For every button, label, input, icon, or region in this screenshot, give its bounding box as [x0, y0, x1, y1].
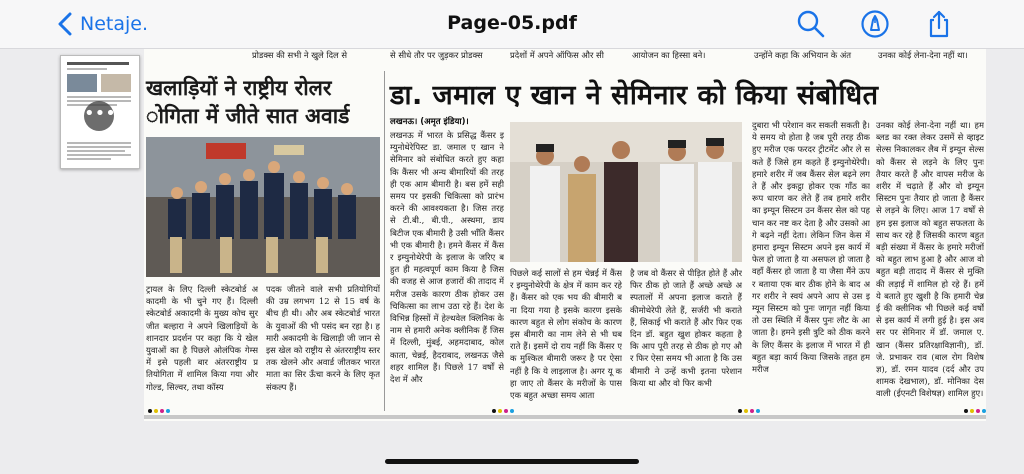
search-icon [796, 9, 826, 39]
registration-marks [964, 409, 986, 413]
column-divider [384, 71, 385, 411]
registration-marks [148, 409, 170, 413]
back-label: Netaje. [80, 13, 149, 35]
back-button[interactable] [58, 10, 148, 38]
main-article-headline: डा. जमाल ए खान ने सेमिनार को किया संबोधित [390, 80, 879, 111]
main-article-column-1: लखनऊ में भारत के प्रसिद्ध कैंसर इम्युनोथेरेपिस्ट डा. जमाल ए खान ने सेमिनार को संबोधित करते हुए कहा कि कैंसर भी अन्य बीमारियों की तरह ही एक आम बीमारी है। बस हमें सही समय पर इसकी चिकित्सा को प्रारंभ करने की आवश्यकता है। जिस तरह से टी.बी., बी.पी., अस्थमा, डायबिटीज एक बीमारी है उसी भाँति कैंसर भी एक बीमारी है। हमने कैंसर में कैंसर इम्युनोथेरेपी के इलाज के जरिए बहुत ही महत्वपूर्ण काम किया है जिसकी वजह से आज हजारों की तादाद में मरीज उसके कारण ठीक होकर उस चिकित्सा का लाभ उठा रहे हैं। देश के विभिन्न हिस्सों में हेल्थवेल क्लिनिक के नाम से हमारी अनेक क्लीनिक हैं जिसमें दिल्ली, मुंबई, अहमदाबाद, कोलकाता, चेन्नई, हैदराबाद, लखनऊ जैसे शहर शामिल हैं। पिछले 17 वर्षों से देश में और [390, 130, 504, 385]
left-article-headline-line1: खलाड़ियों ने राष्ट्रीय रोलर [146, 76, 332, 100]
search-button[interactable] [796, 9, 826, 39]
chevron-left-icon [58, 12, 72, 36]
main-article-column-5: उनका कोई लेना-देना नहीं था। हम ब्लड का रक्त लेकर उसमें से व्हाइट सेल्स निकालकर लैब में इम्यून सेल्स को कैंसर से लड़ने के लिए पुनः तैयार करते हैं और वापस मरीज के शरीर में चढ़ाते हैं और वो इम्यून सिस्टम पुनः तैयार हो जाता है कैंसर से लड़ने के लिए। आज 17 वर्षों से हम इस इलाज को बहुत सफलता के साथ कर रहे हैं जिसकी कारण बहुत बड़ी संख्या में कैंसर के हमारे मरीजों को बहुत लाभ हुआ है और आज वो बहुत बड़ी तादाद में कैंसर से मुक्ति की लड़ाई में शामिल हो रहे हैं। हमें ये बताते हुए खुशी है कि हमारी चेन्नई की क्लीनिक भी पिछले कई वर्षों से इस कार्य में लगी हुई है। इस अवसर पर सेमिनार में डॉ. जमाल ए. खान (कैंसर प्रतिरक्षाविज्ञानी), डॉ. जे. प्रभाकर राव (बाल रोग विशेषज्ञ), डॉ. रमन यादव (दर्द और उपशामक देखभाल), डॉ. मोनिका देसवाली (ईएनटी विशेषज्ञ) शामिल हुए। [876, 120, 984, 399]
home-indicator[interactable] [385, 459, 639, 464]
page-footer-rule [144, 415, 986, 419]
top-strip-text-2: से सीधे तौर पर जुड़कर प्रोडक्स [390, 50, 483, 60]
top-navigation-bar [0, 0, 1024, 49]
share-icon [924, 9, 954, 39]
main-article-column-4: दुबारा भी परेशान कर सकती सकती है। ये समय वो होता है जब पूरी तरह ठीक हुए मरीज एक फरदर ट्रीटमेंट और ले सकते हैं जिसे हम कहते हैं इम्युनोथेरेपी। हमारे शरीर में जब कैंसर सेल बढ़ने लगते हैं और इकट्ठा होकर एक गाँठ का रूप धारण कर लेते हैं तब हमारे शरीर का इम्यून सिस्टम उन कैंसर सेल को पहचान कर नष्ट कर देता है और उसको आगे बढ़ने नहीं देता। लेकिन जिन केस में हमारा इम्यून सिस्टम अपने इस कार्य में फेल हो जाता है या असफल हो जाता है वहाँ कैंसर हो जाता है या जैसा मैंने ऊपर बताया एक बार ठीक होने के बाद अगर शरीर ने स्वयं अपने आप से उस इम्यून सिस्टम को पुनः जागृत नहीं किया तो उस स्थिति में कैंसर पुनः लौट के आ जाता है। हमने इसी त्रुटि को ठीक करने के लिए कैंसर के इलाज में भारत में ही बहुत बड़ा कार्य किया जिसके तहत हम मरीज [752, 120, 870, 375]
left-article-headline-line2: ोगिता में जीते सात अवार्ड [146, 104, 350, 128]
top-strip-text-5: उन्होंने कहा कि अभियान के अंत [754, 50, 852, 60]
main-article-byline: लखनऊ। (अमृत इंडिया)। [390, 117, 469, 127]
document-title: Page-05.pdf [447, 12, 577, 34]
top-strip-text-3: प्रदेशों में अपने ऑफिस और सी [510, 50, 604, 60]
skateboard-team-photo [146, 137, 380, 277]
markup-pen-icon [860, 9, 890, 39]
pdf-viewer[interactable] [0, 49, 1024, 474]
registration-marks [492, 409, 514, 413]
main-article-column-3: है जब वो कैंसर से पीड़ित होते हैं और फिर ठीक हो जाते हैं अच्छे अच्छे अस्पतालों में अपना इलाज कराते हैं कीमोथेरेपी लेते हैं, सर्जरी भी कराते हैं, सिकाई भी कराते हैं और फिर एक दिन डॉ. बहुत खुश होकर कहता है कि आप पूरी तरह से ठीक हो गए और फिर ऐसा समय भी आता है कि उस बीमारी ने उन्हें कभी इतना परेशान किया था और वो फिर कभी [630, 268, 742, 388]
top-strip-text-6: उनका कोई लेना-देना नहीं था। [878, 50, 968, 60]
newspaper-page [144, 49, 986, 421]
main-article-column-2: पिछले कई सालों से हम चेन्नई में कैंसर इम्युनोथेरेपी के क्षेत्र में काम कर रहे हैं। कैंसर को एक भय की बीमारी बना दिया गया है इसके कारण इसके कारण बहुत से लोग संकोच के कारण इस बीमारी का नाम लेने से भी घबराते हैं। इसमें दो राय नहीं कि कैंसर एक मुश्किल बीमारी जरूर है पर ऐसा नहीं है कि ये लाइलाज है। अगर यू कहा जाए तो कैंसर के मरीजों के पास एक बहुत अच्छा समय आता [510, 268, 622, 401]
top-strip-text-4: आयोजन का हिस्सा बने। [632, 50, 706, 60]
thumbnail-more-button[interactable]: ••• [84, 101, 114, 131]
top-strip-text-1: प्रोडक्स की सभी ने खुले दिल से [252, 50, 348, 60]
left-article-column-1: ट्रायल के लिए दिल्ली स्केटबोर्ड अकादमी के भी चुने गए हैं। दिल्ली स्केटबोर्ड अकादमी के मुख्य कोच सुरजीत बल्हारा ने अपने खिलाड़ियों के शानदार प्रदर्शन पर कहा कि ये खेल युवाओं का है पिछले ओलंपिक गेम्स में इसे पहली बार अंतरराष्ट्रीय प्रतियोगिता में शामिल किया गया और गोल्ड, सिल्वर, तथा कॉस्य [146, 284, 258, 392]
left-article-column-2: पदक जीतने वाले सभी प्रतियोगियों की उम्र लगभग 12 से 15 वर्ष के बीच ही थी। और अब स्केटबोर्ड भारत के युवाओं की भी पसंद बन रहा है। हमारी अकादमी के खिलाड़ी जी जान से इस खेल को राष्ट्रीय से अंतरराष्ट्रीय स्तर तक खेलने और अवार्ड जीतकर भारत माता का सिर ऊँचा करने के लिए कृतसंकल्प हैं। [266, 284, 380, 392]
seminar-group-photo [510, 122, 742, 262]
share-button[interactable] [924, 9, 954, 39]
registration-marks [738, 409, 760, 413]
markup-button[interactable] [860, 9, 890, 39]
